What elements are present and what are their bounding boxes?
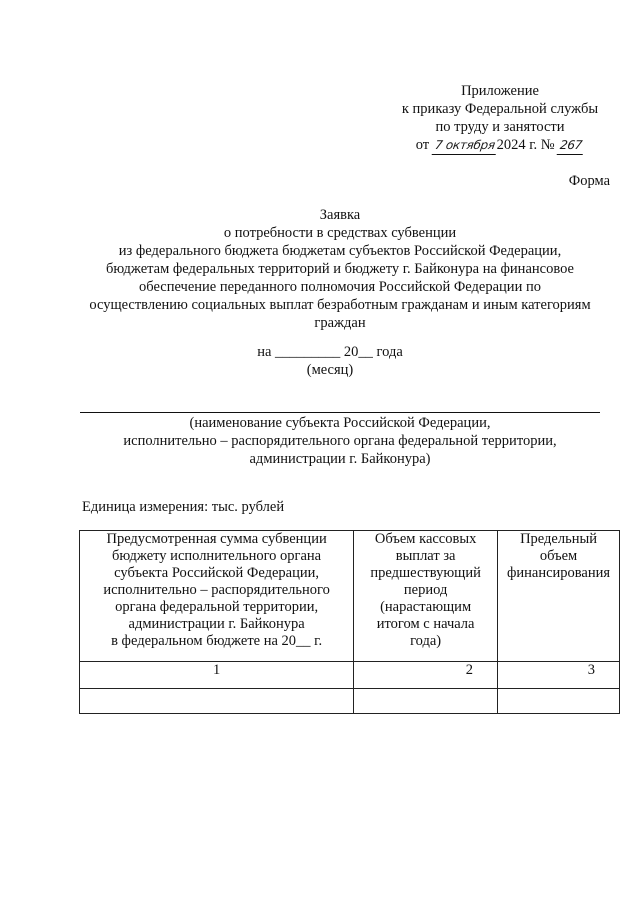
period-line: на _________ 20__ года [257, 344, 403, 360]
form-label: Форма [568, 173, 610, 189]
data-cell-cash-payments[interactable] [354, 689, 498, 714]
column-number-1: 1 [80, 662, 354, 689]
date-prefix: от [415, 137, 430, 153]
appendix-service-name: по труду и занятости [435, 119, 565, 135]
table-column-numbers-row [80, 662, 620, 689]
appendix-order-ref: к приказу Федеральной службы [401, 101, 599, 117]
table-header-row [80, 531, 620, 662]
subject-line-1: (наименование субъекта Российской Федерации, [189, 415, 491, 431]
header-cell-cash-payments: Объем кассовых выплат за предшествующий период (нарастающим итогом с начала года) [354, 531, 498, 662]
data-cell-funding-limit[interactable] [498, 689, 620, 714]
column-number-3: 3 [498, 662, 620, 689]
appendix-date-line [380, 136, 620, 155]
data-cell-planned-sum[interactable] [80, 689, 354, 714]
title-block [80, 206, 600, 332]
title-line-6: осуществлению социальных выплат безработным гражданам и иным категориям [89, 297, 591, 313]
title-line-7: граждан [314, 315, 366, 331]
header-cell-planned-sum: Предусмотренная сумма субвенции бюджету исполнительного органа субъекта Российской Федерации, исполнительно – распорядительного органа федеральной территории, администрации г. Байконура в федеральном бюджете на 20__ г. [80, 531, 354, 662]
subject-line-3: администрации г. Байконура) [249, 451, 431, 467]
title-line-4: бюджетам федеральных территорий и бюджету г. Байконура на финансовое [106, 261, 574, 277]
period-block [200, 343, 460, 379]
column-number-2: 2 [354, 662, 498, 689]
subject-caption [80, 414, 600, 468]
year-suffix: 2024 г. № [496, 137, 555, 153]
subject-name-line [80, 412, 600, 413]
subvention-table [79, 530, 620, 714]
period-caption: (месяц) [306, 362, 354, 378]
subject-line-2: исполнительно – распорядительного органа федеральной территории, [123, 433, 557, 449]
title-heading: Заявка [319, 207, 361, 223]
appendix-title: Приложение [461, 83, 539, 99]
title-line-3: из федерального бюджета бюджетам субъектов Российской Федерации, [118, 243, 562, 259]
unit-label: Единица измерения: тыс. рублей [82, 499, 285, 515]
appendix-block [380, 82, 620, 155]
title-line-5: обеспечение переданного полномочия Российской Федерации по [139, 279, 541, 295]
handwritten-date: 7 октября [431, 136, 497, 155]
handwritten-number: 267 [557, 136, 586, 155]
table-data-row [80, 689, 620, 714]
header-cell-funding-limit: Предельный объем финансирования [498, 531, 620, 662]
title-line-2: о потребности в средствах субвенции [223, 225, 457, 241]
